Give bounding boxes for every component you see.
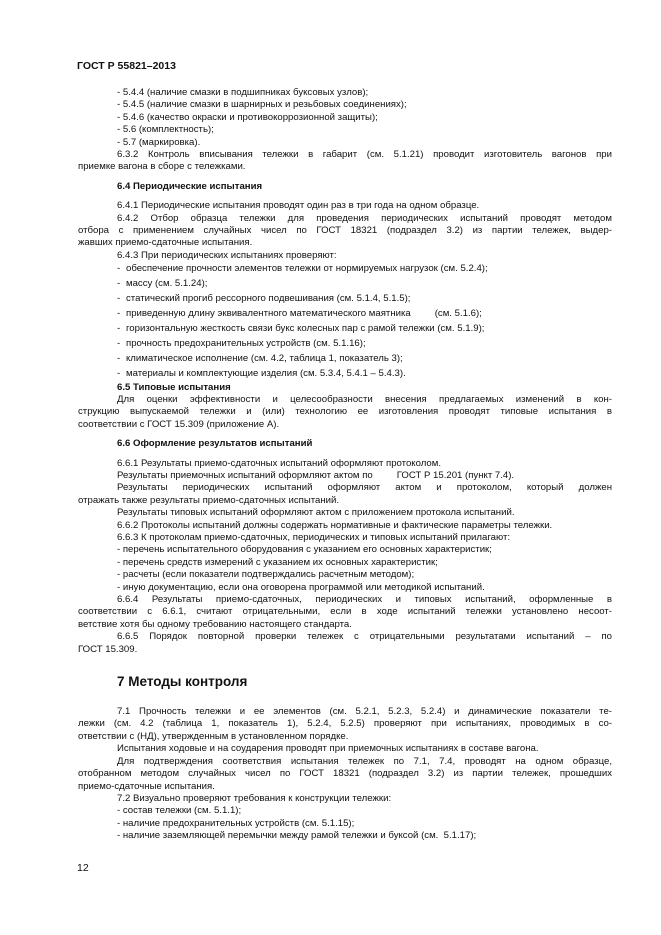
list-item: - расчеты (если показатели подтверждались расчетным методом); (117, 569, 415, 581)
page-number: 12 (77, 862, 89, 874)
list-item: - статический прогиб рессорного подвешивания (см. 5.1.4, 5.1.5); (117, 293, 411, 305)
paragraph-6-6-5-end: ГОСТ 15.309. (78, 643, 138, 655)
list-item: - перечень испытательного оборудования с указанием его основных характеристик; (117, 544, 492, 556)
list-item: - 5.6 (комплектность); (117, 124, 214, 136)
paragraph-7-1c-end: приемо-сдаточные испытания. (78, 780, 215, 792)
paragraph-7-1-cont: лежки (см. 4.2 (таблица 1, показатель 1), 5.2.4, 5.2.5) проверяют при испытаниях, проводимых в со- (78, 718, 612, 730)
list-item: - горизонтальную жесткость связи букс колесных пар с рамой тележки (см. 5.1.9); (117, 322, 485, 334)
paragraph-6-4-3: 6.4.3 При периодических испытаниях проверяют: (117, 249, 337, 261)
list-item: - приведенную длину эквивалентного математического маятника (см. 5.1.6); (117, 308, 482, 319)
paragraph-6-3-2: 6.3.2 Контроль вписывания тележки в габарит (см. 5.1.21) проводит изготовитель вагонов при (117, 149, 612, 161)
paragraph-7-1c-cont: отобранном методом случайных чисел по ГОСТ 18321 (подраздел 3.2) из партии тележек, прошедших (78, 768, 612, 780)
list-item: - 5.4.6 (качество окраски и противокоррозионной защиты); (117, 111, 378, 123)
paragraph-6-6-1d: Результаты типовых испытаний оформляют актом с приложением протокола испытаний. (117, 507, 515, 519)
list-item: - 5.7 (маркировка). (117, 136, 201, 148)
list-item: - 5.4.4 (наличие смазки в подшипниках буксовых узлов); (117, 87, 369, 98)
paragraph-6-3-2-cont: приемке вагона в сборе с тележками. (78, 161, 246, 173)
paragraph-6-4-2: 6.4.2 Отбор образца тележки для проведения периодических испытаний проводят методом (117, 212, 612, 224)
paragraph-7-2: 7.2 Визуально проверяют требования к конструкции тележки: (117, 792, 392, 804)
document-body (78, 87, 612, 843)
section-heading-6-6: 6.6 Оформление результатов испытаний (117, 438, 313, 450)
paragraph-6-6-4-cont: соответствии с 6.6.1, считают отрицательными, если в ходе испытаний тележки установлено несоот- (78, 606, 612, 618)
list-item: - состав тележки (см. 5.1.1); (117, 805, 242, 817)
list-item: - наличие предохранительных устройств (см. 5.1.15); (117, 817, 355, 829)
checks-list (78, 262, 612, 381)
paragraph-7-1b: Испытания ходовые и на соударения проводят при приемочных испытаниях в составе вагона. (117, 743, 539, 755)
list-item: - иную документацию, если она оговорена программой или методикой испытаний. (117, 581, 485, 593)
paragraph-6-6-1c: Результаты периодических испытаний оформляют актом и протоколом, который должен (117, 482, 612, 494)
list-item: - прочность предохранительных устройств (см. 5.1.16); (117, 337, 366, 349)
paragraph-6-6-5: 6.6.5 Порядок повторной проверки тележек с отрицательными результатами испытаний – по (117, 631, 612, 643)
paragraph-7-1: 7.1 Прочность тележки и ее элементов (см. 5.2.1, 5.2.3, 5.2.4) и динамические показатели те- (117, 706, 612, 718)
paragraph-7-1c: Для подтверждения соответствия испытания тележек по 7.1, 7.4, проводят на одном образце, (117, 755, 612, 767)
document-header: ГОСТ Р 55821–2013 (77, 60, 176, 72)
list-item: - перечень средств измерений с указанием их основных характеристик; (117, 556, 438, 568)
paragraph-6-5: Для оценки эффективности и целесообразности внесения предлагаемых изменений в кон- (117, 393, 612, 405)
paragraph-6-6-1: 6.6.1 Результаты приемо-сдаточных испытаний оформляют протоколом. (117, 457, 442, 469)
list-item: - климатическое исполнение (см. 4.2, таблица 1, показатель 3); (117, 352, 403, 364)
list-item: - обеспечение прочности элементов тележки от нормируемых нагрузок (см. 5.2.4); (117, 263, 488, 275)
paragraph-7-1-end: ответствии с (НД), утвержденным в установленном порядке. (78, 730, 349, 742)
paragraph-6-4-2-cont: отбора с применением случайных чисел по ГОСТ 18321 (подраздел 3.2) из партии тележек, выдер- (78, 225, 612, 237)
paragraph-6-4-1: 6.4.1 Периодические испытания проводят один раз в три года на одном образце. (117, 200, 480, 212)
paragraph-6-6-3: 6.6.3 К протоколам приемо-сдаточных, периодических и типовых испытаний прилагают: (117, 532, 511, 543)
list-item: - массу (см. 5.1.24); (117, 278, 208, 290)
paragraph-6-6-2: 6.6.2 Протоколы испытаний должны содержать нормативные и фактические параметры тележки. (117, 519, 553, 531)
paragraph-6-6-1c-cont: отражать также результаты приемо-сдаточных испытаний. (78, 494, 340, 506)
paragraph-6-6-1b: Результаты приемочных испытаний оформляют актом по ГОСТ Р 15.201 (пункт 7.4). (117, 469, 515, 481)
paragraph-6-6-4: 6.6.4 Результаты приемо-сдаточных, периодических и типовых испытаний, оформленные в (117, 594, 612, 606)
list-item: - наличие заземляющей перемычки между рамой тележки и буксой (см. 5.1.17); (117, 830, 477, 842)
section-heading-6-4: 6.4 Периодические испытания (117, 180, 263, 192)
paragraph-6-5-cont: струкцию выпускаемой тележки и (или) технологию ее изготовления проводят типовые испытания в (78, 406, 612, 418)
section-heading-6-5: 6.5 Типовые испытания (117, 381, 231, 393)
list-item: - материалы и комплектующие изделия (см. 5.3.4, 5.4.1 – 5.4.3). (117, 367, 406, 379)
section-heading-7: 7 Методы контроля (117, 674, 248, 690)
list-item: - 5.4.5 (наличие смазки в шарнирных и резьбовых соединениях); (117, 99, 407, 111)
paragraph-6-4-2-end: жавших приемо-сдаточные испытания. (78, 237, 253, 249)
paragraph-6-6-4-end: ветствие хотя бы одному требованию настоящего стандарта. (78, 618, 352, 630)
paragraph-6-5-end: соответствии с ГОСТ 15.309 (приложение А). (78, 418, 280, 430)
